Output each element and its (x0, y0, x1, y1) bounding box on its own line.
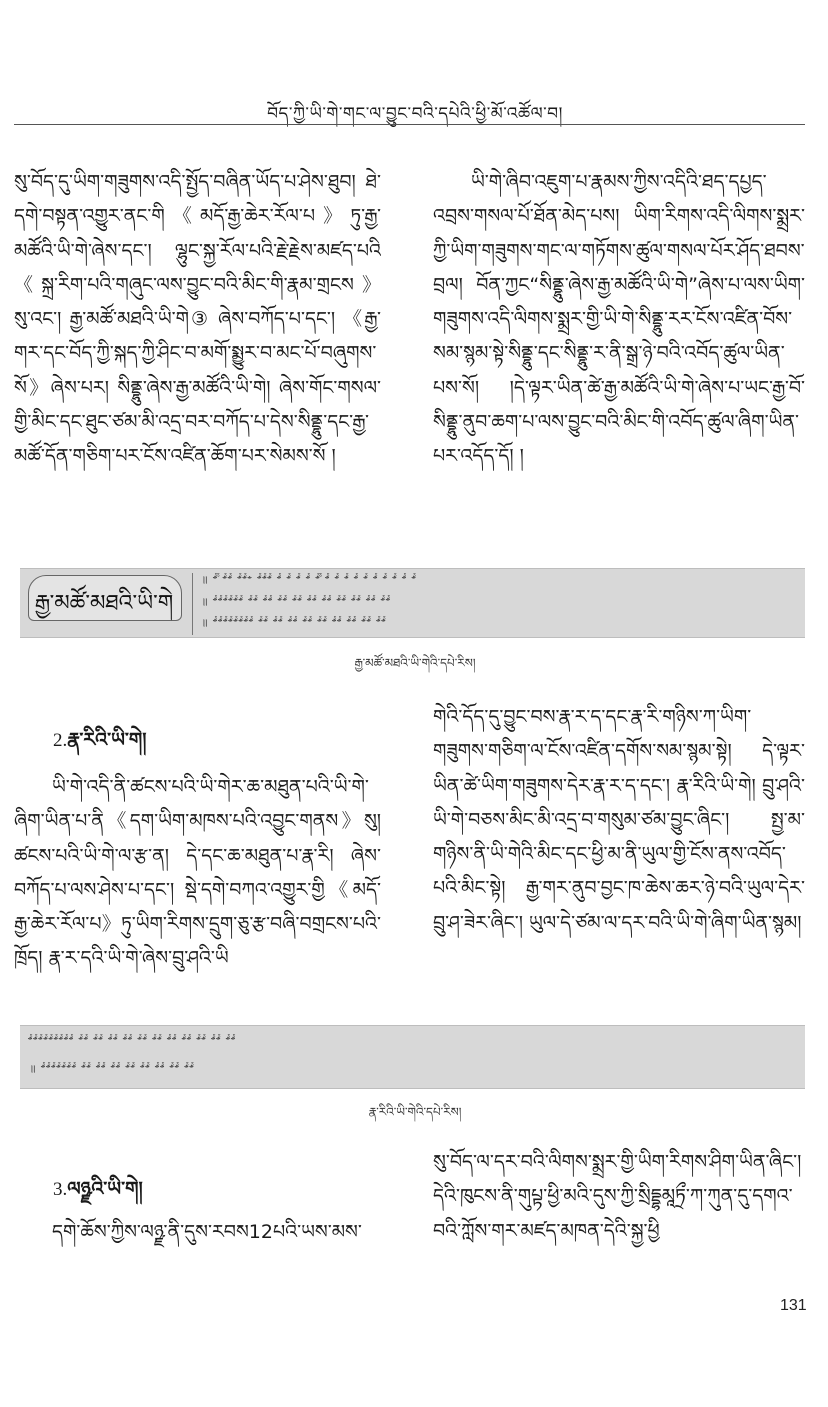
left-column-mid (14, 770, 381, 1000)
strip-divider (192, 573, 193, 635)
page-number: 131 (780, 1297, 807, 1314)
paragraph: གེའི་དོད་དུ་བྱུང་བས་རྣ་ར་ད་དང་རྣ་རི་གཉིས་ཀ་ཡིག་གཟུགས་གཅིག་ལ་ངོས་འཛིན་དགོས་སམ་སྙམ་སྟེ། དེ་ལྟར་ཡིན་ཚེ་ཡིག་གཟུགས་དེར་རྣ་ར་ད་དང་། རྣ་རིའི་ཡི་གེ། བྲུ་ཤའི་ཡི་གེ་བཅས་མིང་མི་འདྲ་བ་གསུམ་ཙམ་བྱུང་ཞིང་། སྤྱ་མ་གཉིས་ནི་ཡི་གེའི་མིང་དང་ཕྱི་མ་ནི་ཡུལ་གྱི་ངོས་ནས་འབོད་པའི་མིང་སྟེ། རྒྱ་གར་ནུབ་བྱང་ཁ་ཆེས་ཆར་ཉེ་བའི་ཡུལ་དེར་བྲུ་ཤ་ཟེར་ཞིང་། ཡུལ་དེ་ཙམ་ལ་དར་བའི་ཡི་གེ་ཞིག་ཡིན་སྙམ། (433, 706, 805, 934)
running-title: བོད་ཀྱི་ཡི་གེ་གང་ལ་བྱུང་བའི་དཔེའི་ཕྱི་མོ་འཚོལ་བ། (267, 104, 563, 124)
paragraph: དགེ་ཆོས་ཀྱིས་ལཉྫ་ནི་དུས་རབས12པའི་ཡས་མས་ (52, 1221, 362, 1243)
script-sample-figure-2 (20, 1025, 805, 1089)
paragraph: སུ་བོད་དུ་ཡིག་གཟུགས་འདི་སྤྱོད་བཞིན་ཡོད་པ་ཤེས་ཐུབ། ཐེ་དགེ་བསྟན་འགྱུར་ནང་གི《མདོ་རྒྱ་ཆེར་རོལ་པ》ཏུ་རྒྱ་མཚོའི་ཡི་གེ་ཞེས་དང་། ལྷུང་སྐྱ་རོལ་པའི་རྗེ་རྗེས་མཛད་པའི《སྐྲ་རིག་པའི་གཞུང་ལས་བྱུང་བའི་མིང་གི་རྣམ་གྲངས》སུ་འང་། རྒྱ་མཚོ་མཐའི་ཡི་གེ③ ཞེས་བཀོད་པ་དང་། 《རྒྱ་གར་དང་བོད་ཀྱི་སྐད་ཀྱི་ཤིང་བ་མགོ་སྨྱུར་བ་མང་པོ་བཞུགས་སོ》ཞེས་པར། སིནྡྷུ་ཞེས་རྒྱ་མཚོའི་ཡི་གེ། ཞེས་གོང་གསལ་གྱི་མིང་དང་ཐུང་ཙམ་མི་འདྲ་བར་བཀོད་པ་དེས་སིནྡྷུ་དང་རྒྱ་མཚོ་དོན་གཅིག་པར་ངོས་འཛིན་ཆོག་པར་སེམས་སོ ། (14, 171, 381, 468)
section-heading: ལཉྫའི་ཡི་གེ། (67, 1178, 143, 1200)
paragraph: སུ་བོད་ལ་དར་བའི་ལིགས་སྨྲར་གྱི་ཡིག་རིགས་ཤིག་ཡིན་ཞིང་། དེའི་ཁུངས་ནི་གུཔྟ་ཕྱི་མའི་དུས་ཀྱི་སྲིདྡྷམཱཏྲྀ་ཀ་ཀུན་དུ་དགའ་བའི་ཀློས་གར་མཛད་མཁན་དེའི་སྐྱ་ཕྱི (433, 1151, 802, 1242)
right-column-bottom (433, 1145, 805, 1251)
section-number: 3. (53, 1179, 68, 1200)
right-column-mid (433, 700, 805, 1000)
paragraph: ཡི་གེ་འདི་ནི་ཚངས་པའི་ཡི་གེར་ཆ་མཐུན་པའི་ཡི་གེ་ཞིག་ཡིན་པ་ནི《དག་ཡིག་མཁས་པའི་འབྱུང་གནས》སུ། ཚངས་པའི་ཡི་གེ་ལ་རྩ་ན། དེ་དང་ཆ་མཐུན་པ་རྣ་རི། ཞེས་བཀོད་པ་ལས་ཤེས་པ་དང་། སྡེ་དགེ་བཀའ་འགྱུར་གྱི《མདོ་རྒྱ་ཆེར་རོལ་པ》ཏུ་ཡིག་རིགས་དྲུག་ཅུ་རྩ་བཞི་བགྲངས་པའི་ཁྲོད། རྣ་ར་དའི་ཡི་གེ་ཞེས་བྲུ་ཤའི་ཡི (14, 776, 381, 970)
right-column-top (433, 165, 805, 547)
script-row: ॥ ꣲ꣱꣱ ꣲ꣱ꣲ꣱ ꣲ꣱ꣲ꣱ꣲ ꣲ꣱ꣲ꣱ꣲ꣱ ꣲ꣱ ꣲ꣱ ꣲ꣱ ꣲ꣱ ꣲ꣱꣱ ꣲ꣱ ꣲ꣱ ꣲ꣱ ꣲ꣱ ꣲ꣱ ꣲ꣱ ꣲ꣱ ꣲ꣱ ꣲ꣱ ꣲ꣱ (200, 573, 417, 586)
figure-caption: རྒྱ་མཚོ་མཐའི་ཡི་གེའི་དཔེ་རིས། (354, 656, 476, 670)
left-column-bottom (14, 1215, 381, 1251)
section-title (53, 718, 147, 772)
script-row: ॥ ꣲ꣱ꣲ꣱ꣲ꣱ꣲ꣱ꣲ꣱ꣲ꣱ꣲ꣱ꣲ꣱ ꣲ꣱ꣲ꣱ ꣲ꣱ꣲ꣱ ꣲ꣱ꣲ꣱ ꣲ꣱ꣲ꣱ ꣲ꣱ꣲ꣱ ꣲ꣱ꣲ꣱ ꣲ꣱ꣲ꣱ ꣲ꣱ꣲ꣱ ꣲ꣱ꣲ꣱ (200, 616, 387, 629)
script-row: ॥ ꣲ꣱ꣲ꣱ꣲ꣱ꣲ꣱ꣲ꣱ꣲ꣱ ꣲ꣱ꣲ꣱ ꣲ꣱ꣲ꣱ ꣲ꣱ꣲ꣱ ꣲ꣱ꣲ꣱ ꣲ꣱ꣲ꣱ ꣲ꣱ꣲ꣱ ꣲ꣱ꣲ꣱ ꣲ꣱ꣲ꣱ ꣲ꣱ꣲ꣱ ꣲ꣱ꣲ꣱ (200, 595, 391, 608)
section-number: 2. (53, 730, 68, 751)
left-column-top (14, 165, 381, 547)
script-sample-figure-1 (20, 568, 805, 638)
script-row: ꣲ꣱ꣲ꣱ꣲ꣱ꣲ꣱ꣲ꣱ꣲ꣱ꣲ꣱ꣲ꣱ꣲ꣱ ꣲ꣱ꣲ꣱ ꣲ꣱ꣲ꣱ ꣲ꣱ꣲ꣱ ꣲ꣱ꣲ꣱ ꣲ꣱ꣲ꣱ ꣲ꣱ꣲ꣱ ꣲ꣱ꣲ꣱ ꣲ꣱ꣲ꣱ ꣲ꣱ꣲ꣱ ꣲ꣱ꣲ꣱ ꣲ꣱ꣲ꣱ (28, 1034, 236, 1047)
header-rule (14, 124, 805, 125)
section-heading: རྣ་རིའི་ཡི་གེ། (67, 729, 147, 751)
script-row: ॥ ꣲ꣱ꣲ꣱ꣲ꣱ꣲ꣱ꣲ꣱ꣲ꣱ꣲ꣱ ꣲ꣱ꣲ꣱ ꣲ꣱ꣲ꣱ ꣲ꣱ꣲ꣱ ꣲ꣱ꣲ꣱ ꣲ꣱ꣲ꣱ ꣲ꣱ꣲ꣱ ꣲ꣱ꣲ꣱ ꣲ꣱ꣲ꣱ (28, 1062, 195, 1075)
section-title (53, 1167, 143, 1221)
figure-caption: རྣ་རིའི་ཡི་གེའི་དཔེ་རིས། (368, 1105, 462, 1119)
paragraph: ཡི་གེ་ཞིབ་འཇུག་པ་རྣམས་ཀྱིས་འདིའི་ཐད་དཔྱད་འབྲས་གསལ་པོ་ཐོན་མེད་པས། ཡིག་རིགས་འདི་ལིགས་སྨྲར་ཀྱི་ཡིག་གཟུགས་གང་ལ་གཏོགས་ཚུལ་གསལ་པོར་ཤོད་ཐབས་བྲལ། བོན་ཀྱང“སིནྡྷུ་ཞེས་རྒྱ་མཚོའི་ཡི་གེ”ཞེས་པ་ལས་ཡིག་གཟུགས་འདི་ལིགས་སྨྲར་གྱི་ཡི་གེ་སིནྡྷུ་རར་ངོས་འཛིན་བོས་སམ་སྙམ་སྟེ་སིནྡྷུ་དང་སིནྡྷུ་ར་ནི་སྒྲ་ཉེ་བའི་འབོད་ཚུལ་ཡིན་པས་སོ། །དེ་ལྟར་ཡིན་ཚེ་རྒྱ་མཚོའི་ཡི་གེ་ཞེས་པ་ཡང་རྒྱ་བོ་སིནྡྷུ་ནུབ་ཆག་པ་ལས་བྱུང་བའི་མིང་གི་འབོད་ཚུལ་ཞིག་ཡིན་པར་འདོད་དོ། ། (433, 171, 805, 468)
script-sample-label: རྒྱ་མཚོ་མཐའི་ཡི་གེ (34, 591, 174, 616)
